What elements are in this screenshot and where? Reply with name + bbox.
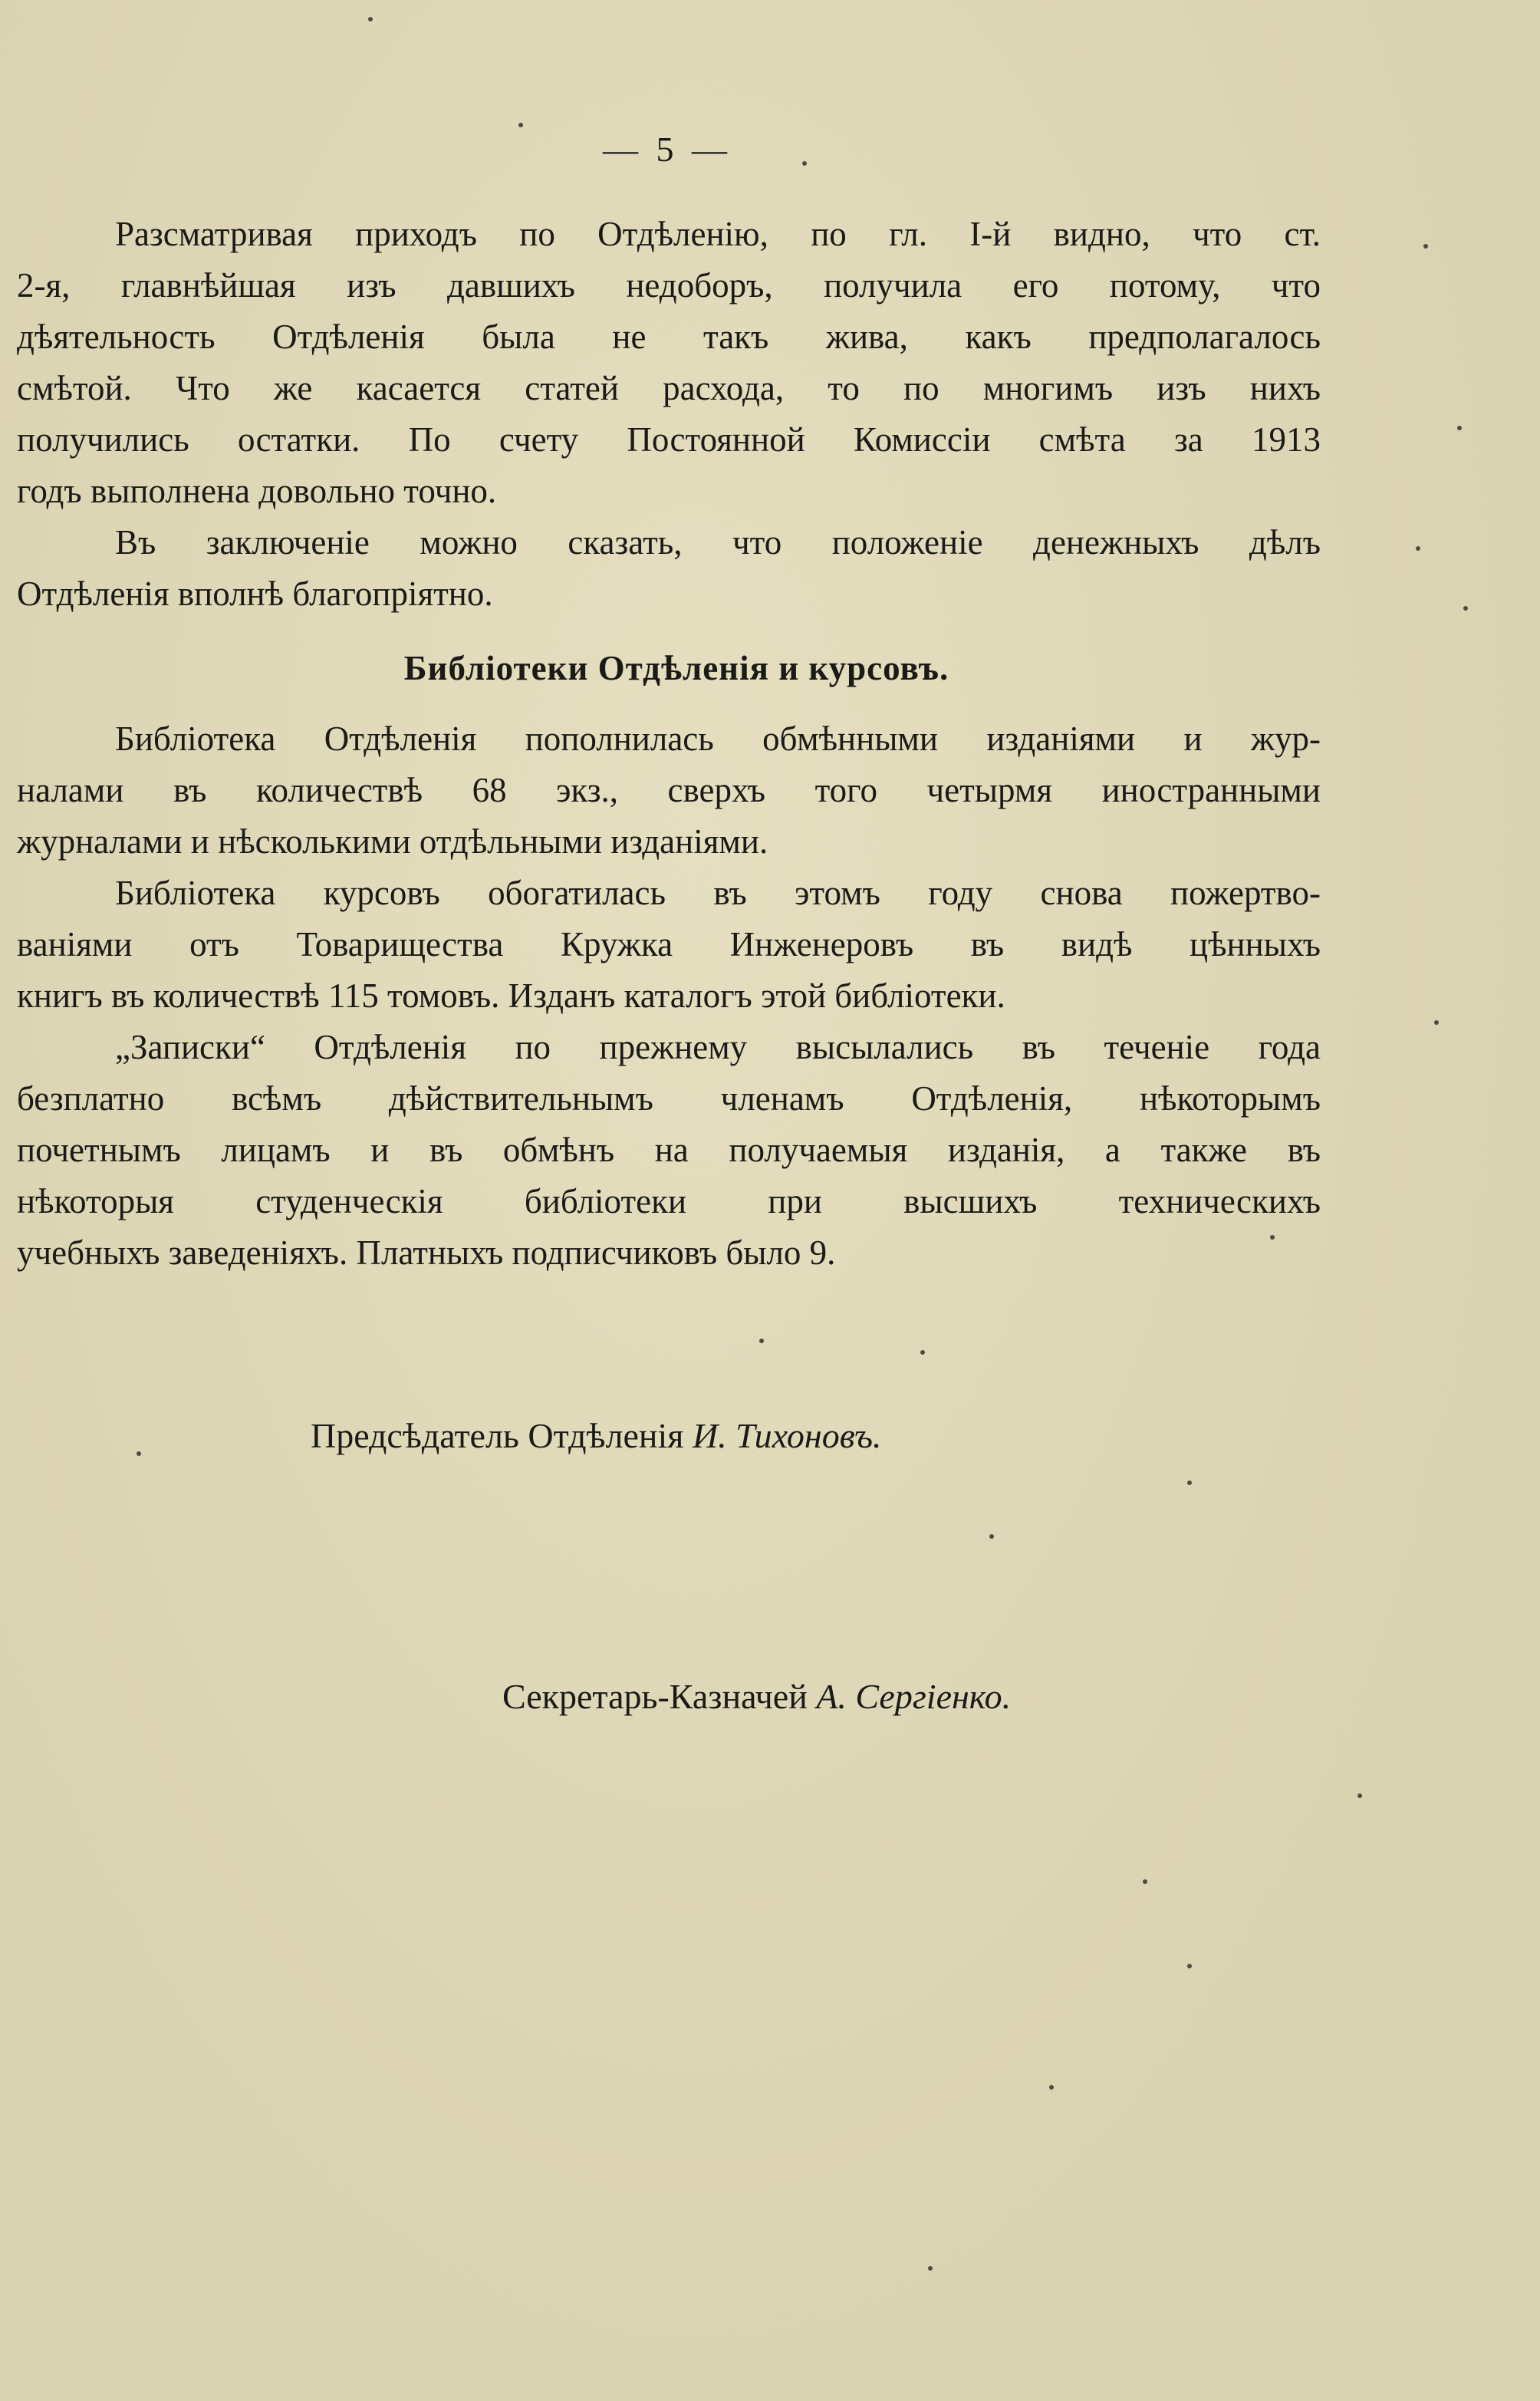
text-line: Библіотека курсовъ обогатилась въ этомъ году снова пожертво- [115, 874, 1321, 912]
text-line: учебныхъ заведеніяхъ. Платныхъ подписчиковъ было 9. [17, 1233, 836, 1272]
print-speck [802, 161, 807, 166]
print-speck [1357, 1793, 1362, 1798]
print-speck [1463, 606, 1468, 611]
print-speck [989, 1534, 994, 1539]
paragraph-notes-distribution [17, 1022, 1321, 1279]
print-speck [1423, 244, 1428, 249]
print-speck [759, 1339, 764, 1343]
text-line: 2-я, главнѣйшая изъ давшихъ недоборъ, получила его потому, что [17, 266, 1321, 305]
text-line: смѣтой. Что же касается статей расхода, то по многимъ изъ нихъ [17, 369, 1321, 407]
paragraph-conclusion [17, 517, 1321, 620]
print-speck [928, 2266, 933, 2271]
body-text [17, 209, 1321, 1279]
chair-title: Предсѣдатель Отдѣленія [311, 1416, 684, 1455]
paragraph-courses-library [17, 868, 1321, 1022]
print-speck [518, 123, 523, 127]
text-line: дѣятельность Отдѣленія была не такъ жива, какъ предполагалось [17, 318, 1321, 356]
text-line: получились остатки. По счету Постоянной Комиссіи смѣта за 1913 [17, 420, 1321, 459]
print-speck [1270, 1235, 1275, 1240]
print-speck [1416, 546, 1420, 551]
secretary-name: А. Сергіенко. [816, 1677, 1012, 1716]
text-line: „Записки“ Отдѣленія по прежнему высылались въ теченіе года [115, 1028, 1321, 1066]
text-line: Отдѣленія вполнѣ благопріятно. [17, 575, 493, 613]
text-line: книгъ въ количествѣ 115 томовъ. Изданъ каталогъ этой библіотеки. [17, 977, 1005, 1015]
paragraph-income-review [17, 209, 1321, 517]
text-line: журналами и нѣсколькими отдѣльными изданіями. [17, 822, 768, 861]
print-speck [1187, 1480, 1192, 1485]
text-line: нѣкоторыя студенческія библіотеки при высшихъ техническихъ [17, 1182, 1321, 1220]
text-line: Библіотека Отдѣленія пополнилась обмѣнными изданіями и жур- [115, 720, 1321, 758]
text-line: Въ заключеніе можно сказать, что положеніе денежныхъ дѣлъ [115, 523, 1321, 562]
print-speck [1049, 2085, 1054, 2090]
print-speck [1457, 426, 1462, 430]
text-line: годъ выполнена довольно точно. [17, 472, 497, 510]
chair-name: И. Тихоновъ. [692, 1416, 882, 1455]
print-speck [1143, 1879, 1147, 1884]
secretary-signature [502, 1676, 1011, 1717]
text-line: ваніями отъ Товарищества Кружка Инженеровъ въ видѣ цѣнныхъ [17, 925, 1321, 963]
print-speck [368, 17, 373, 21]
text-line: почетнымъ лицамъ и въ обмѣнъ на получаемыя изданія, а также въ [17, 1131, 1321, 1169]
page-number: — 5 — [603, 130, 732, 169]
text-line: безплатно всѣмъ дѣйствительнымъ членамъ Отдѣленія, нѣкоторымъ [17, 1079, 1321, 1118]
print-speck [920, 1350, 925, 1355]
text-line: налами въ количествѣ 68 экз., сверхъ того четырмя иностранными [17, 771, 1321, 809]
section-heading: Библіотеки Отдѣленія и курсовъ. [403, 649, 949, 687]
chair-signature [311, 1415, 881, 1456]
print-speck [137, 1451, 141, 1456]
print-speck [1434, 1020, 1439, 1025]
print-speck [1187, 1964, 1192, 1968]
text-line: Разсматривая приходъ по Отдѣленію, по гл. І-й видно, что ст. [115, 215, 1321, 253]
secretary-title: Секретарь-Казначей [502, 1677, 808, 1716]
paragraph-department-library [17, 713, 1321, 868]
